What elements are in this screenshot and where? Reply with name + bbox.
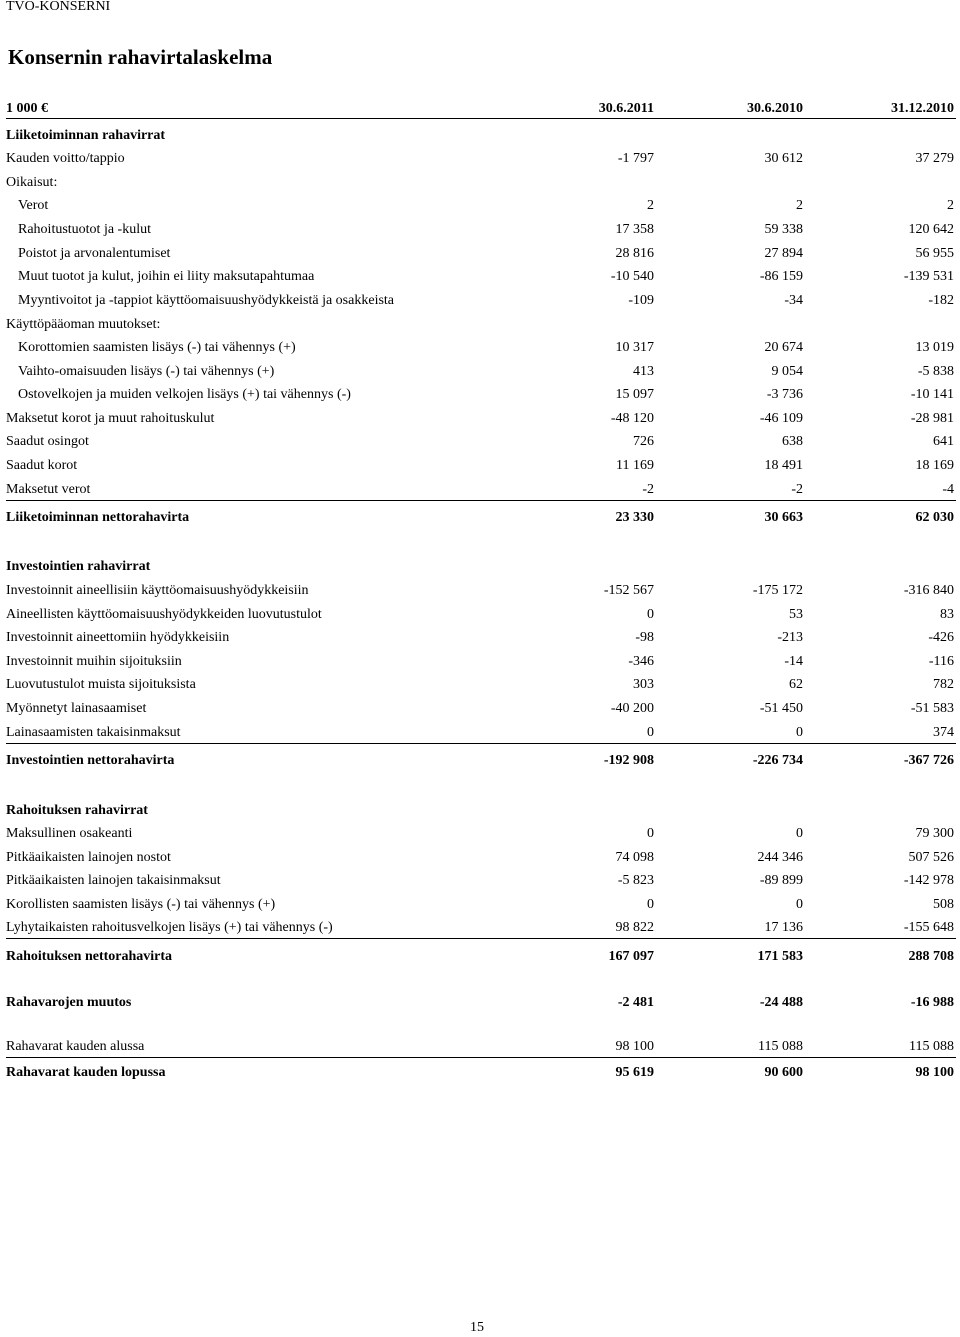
row-value: -28 981 xyxy=(910,411,954,426)
row-value: 2 xyxy=(647,198,654,213)
table-row xyxy=(6,605,956,625)
row-value: -51 583 xyxy=(910,701,954,716)
table-row xyxy=(6,675,956,695)
row-value: -46 109 xyxy=(759,411,803,426)
row-value: 74 098 xyxy=(615,850,654,865)
row-value: 0 xyxy=(647,897,654,912)
row-label: Myyntivoitot ja -tappiot käyttöomaisuushyödykkeistä ja osakkeista xyxy=(18,293,395,308)
table-row xyxy=(6,848,956,868)
row-label: Pitkäaikaisten lainojen nostot xyxy=(6,850,171,865)
row-value: -226 734 xyxy=(752,753,803,768)
column-header: 30.6.2011 xyxy=(598,101,654,116)
row-value: -182 xyxy=(928,293,954,308)
row-value: 2 xyxy=(947,198,954,213)
row-value: 508 xyxy=(933,897,954,912)
row-value: 59 338 xyxy=(764,222,803,237)
row-value: -2 481 xyxy=(617,995,654,1010)
row-label: Saadut korot xyxy=(6,458,78,473)
row-label: Investoinnit aineellisiin käyttöomaisuushyödykkeisiin xyxy=(6,583,309,598)
row-value: 18 491 xyxy=(764,458,803,473)
row-label: Aineellisten käyttöomaisuushyödykkeiden luovutustulot xyxy=(6,607,322,622)
row-value: 413 xyxy=(633,364,654,379)
row-label: Kauden voitto/tappio xyxy=(6,151,125,166)
row-value: 0 xyxy=(796,897,803,912)
row-label: Rahavarojen muutos xyxy=(6,995,132,1010)
row-value: -367 726 xyxy=(903,753,954,768)
row-value: -4 xyxy=(942,482,954,497)
row-value: -40 200 xyxy=(610,701,654,716)
row-value: 28 816 xyxy=(615,246,654,261)
row-value: 171 583 xyxy=(757,949,803,964)
row-value: -98 xyxy=(635,630,654,645)
row-value: -139 531 xyxy=(903,269,954,284)
table-row xyxy=(6,628,956,648)
row-label: Rahoitustuotot ja -kulut xyxy=(18,222,151,237)
table-row xyxy=(6,1063,956,1083)
row-value: 288 708 xyxy=(908,949,954,964)
row-value: 167 097 xyxy=(608,949,654,964)
unit-label: 1 000 € xyxy=(6,101,48,116)
table-row xyxy=(6,723,956,743)
row-label: Maksetut verot xyxy=(6,482,91,497)
row-label: Investoinnit muihin sijoituksiin xyxy=(6,654,182,669)
row-value: 62 030 xyxy=(915,510,954,525)
table-row xyxy=(6,824,956,844)
table-row xyxy=(6,338,956,358)
row-value: -109 xyxy=(628,293,654,308)
table-row xyxy=(6,801,956,821)
page-title: Konsernin rahavirtalaskelma xyxy=(8,45,273,69)
row-value: -5 823 xyxy=(617,873,654,888)
row-value: 11 169 xyxy=(616,458,654,473)
table-row xyxy=(6,918,956,938)
row-value: 53 xyxy=(789,607,803,622)
row-value: 83 xyxy=(940,607,954,622)
column-header: 31.12.2010 xyxy=(891,101,954,116)
row-label: Verot xyxy=(18,198,49,213)
row-label: Investoinnit aineettomiin hyödykkeisiin xyxy=(6,630,230,645)
row-value: -34 xyxy=(784,293,803,308)
page-number: 15 xyxy=(470,1320,484,1335)
row-value: -3 736 xyxy=(766,387,803,402)
table-row xyxy=(6,1037,956,1057)
row-value: -24 488 xyxy=(759,995,803,1010)
row-label: Luovutustulot muista sijoituksista xyxy=(6,677,196,692)
row-value: 79 300 xyxy=(915,826,954,841)
row-label: Investointien rahavirrat xyxy=(6,559,151,574)
row-value: 98 822 xyxy=(615,920,654,935)
row-label: Rahoituksen rahavirrat xyxy=(6,803,148,818)
column-header: 30.6.2010 xyxy=(747,101,803,116)
row-label: Saadut osingot xyxy=(6,434,89,449)
row-value: -10 141 xyxy=(910,387,954,402)
row-value: 2 xyxy=(796,198,803,213)
row-label: Myönnetyt lainasaamiset xyxy=(6,701,147,716)
table-row xyxy=(6,173,956,193)
row-value: 98 100 xyxy=(615,1039,654,1054)
table-row xyxy=(6,149,956,169)
row-value: 0 xyxy=(796,826,803,841)
row-value: -192 908 xyxy=(603,753,654,768)
row-value: -152 567 xyxy=(603,583,654,598)
row-label: Rahoituksen nettorahavirta xyxy=(6,949,173,964)
row-label: Liiketoiminnan rahavirrat xyxy=(6,128,166,143)
table-row xyxy=(6,557,956,577)
row-label: Investointien nettorahavirta xyxy=(6,753,175,768)
row-value: 244 346 xyxy=(757,850,803,865)
row-label: Maksetut korot ja muut rahoituskulut xyxy=(6,411,215,426)
row-label: Käyttöpääoman muutokset: xyxy=(6,317,161,332)
row-value: -51 450 xyxy=(759,701,803,716)
row-value: -89 899 xyxy=(759,873,803,888)
row-value: 90 600 xyxy=(764,1065,803,1080)
row-value: 15 097 xyxy=(615,387,654,402)
row-label: Vaihto-omaisuuden lisäys (-) tai vähennys (+) xyxy=(18,364,275,379)
row-value: 95 619 xyxy=(615,1065,654,1080)
row-value: -142 978 xyxy=(903,873,954,888)
row-value: 115 088 xyxy=(758,1039,803,1054)
table-row xyxy=(6,196,956,216)
row-value: 641 xyxy=(933,434,954,449)
row-value: 303 xyxy=(633,677,654,692)
row-value: 0 xyxy=(647,607,654,622)
row-value: -2 xyxy=(642,482,654,497)
row-value: -346 xyxy=(628,654,654,669)
table-row xyxy=(6,895,956,915)
table-row xyxy=(6,432,956,452)
row-value: -213 xyxy=(777,630,803,645)
row-value: 23 330 xyxy=(615,510,654,525)
row-value: -10 540 xyxy=(610,269,654,284)
table-row xyxy=(6,315,956,335)
row-label: Muut tuotot ja kulut, joihin ei liity maksutapahtumaa xyxy=(18,269,315,284)
row-value: -426 xyxy=(928,630,954,645)
table-row xyxy=(6,508,956,528)
company-name: TVO-KONSERNI xyxy=(6,0,111,14)
table-row xyxy=(6,244,956,264)
table-row xyxy=(6,652,956,672)
row-value: -116 xyxy=(928,654,954,669)
row-value: 782 xyxy=(933,677,954,692)
row-value: 20 674 xyxy=(764,340,803,355)
row-label: Korollisten saamisten lisäys (-) tai vähennys (+) xyxy=(6,897,276,912)
table-row xyxy=(6,385,956,405)
row-value: 638 xyxy=(782,434,803,449)
row-value: 507 526 xyxy=(908,850,954,865)
table-row xyxy=(6,267,956,287)
row-value: 115 088 xyxy=(909,1039,954,1054)
row-label: Korottomien saamisten lisäys (-) tai vähennys (+) xyxy=(18,340,296,355)
row-value: 62 xyxy=(789,677,803,692)
row-value: -175 172 xyxy=(752,583,803,598)
row-label: Pitkäaikaisten lainojen takaisinmaksut xyxy=(6,873,221,888)
row-label: Rahavarat kauden lopussa xyxy=(6,1065,166,1080)
row-value: 13 019 xyxy=(915,340,954,355)
row-value: 10 317 xyxy=(615,340,654,355)
row-label: Lyhytaikaisten rahoitusvelkojen lisäys (+) tai vähennys (-) xyxy=(6,920,333,935)
table-row xyxy=(6,581,956,601)
row-value: -1 797 xyxy=(617,151,654,166)
row-value: -48 120 xyxy=(610,411,654,426)
table-row xyxy=(6,409,956,429)
row-value: -2 xyxy=(791,482,803,497)
row-value: 0 xyxy=(647,725,654,740)
row-value: 374 xyxy=(933,725,954,740)
row-label: Poistot ja arvonalentumiset xyxy=(18,246,171,261)
table-row xyxy=(6,456,956,476)
table-row xyxy=(6,751,956,771)
row-label: Ostovelkojen ja muiden velkojen lisäys (+) tai vähennys (-) xyxy=(18,387,351,402)
row-value: 0 xyxy=(796,725,803,740)
row-value: 18 169 xyxy=(915,458,954,473)
row-label: Liiketoiminnan nettorahavirta xyxy=(6,510,190,525)
row-label: Lainasaamisten takaisinmaksut xyxy=(6,725,181,740)
row-value: -316 840 xyxy=(903,583,954,598)
table-row xyxy=(6,699,956,719)
row-value: 56 955 xyxy=(915,246,954,261)
row-value: -16 988 xyxy=(910,995,954,1010)
row-label: Rahavarat kauden alussa xyxy=(6,1039,145,1054)
table-row xyxy=(6,993,956,1013)
row-value: -14 xyxy=(784,654,803,669)
row-value: 0 xyxy=(647,826,654,841)
table-row xyxy=(6,126,956,146)
table-row xyxy=(6,362,956,382)
row-value: 726 xyxy=(633,434,654,449)
row-value: 17 136 xyxy=(764,920,803,935)
row-value: 37 279 xyxy=(915,151,954,166)
table-row xyxy=(6,871,956,891)
table-header-row xyxy=(6,99,956,119)
row-label: Oikaisut: xyxy=(6,175,58,190)
row-value: 30 663 xyxy=(764,510,803,525)
row-label: Maksullinen osakeanti xyxy=(6,826,133,841)
row-value: 30 612 xyxy=(764,151,803,166)
row-value: 120 642 xyxy=(908,222,954,237)
table-row xyxy=(6,480,956,500)
table-row xyxy=(6,291,956,311)
row-value: 27 894 xyxy=(764,246,803,261)
row-value: 9 054 xyxy=(771,364,803,379)
row-value: 17 358 xyxy=(615,222,654,237)
row-value: -155 648 xyxy=(903,920,954,935)
row-value: 98 100 xyxy=(915,1065,954,1080)
row-value: -5 838 xyxy=(917,364,954,379)
table-row xyxy=(6,220,956,240)
row-value: -86 159 xyxy=(759,269,803,284)
table-row xyxy=(6,947,956,967)
